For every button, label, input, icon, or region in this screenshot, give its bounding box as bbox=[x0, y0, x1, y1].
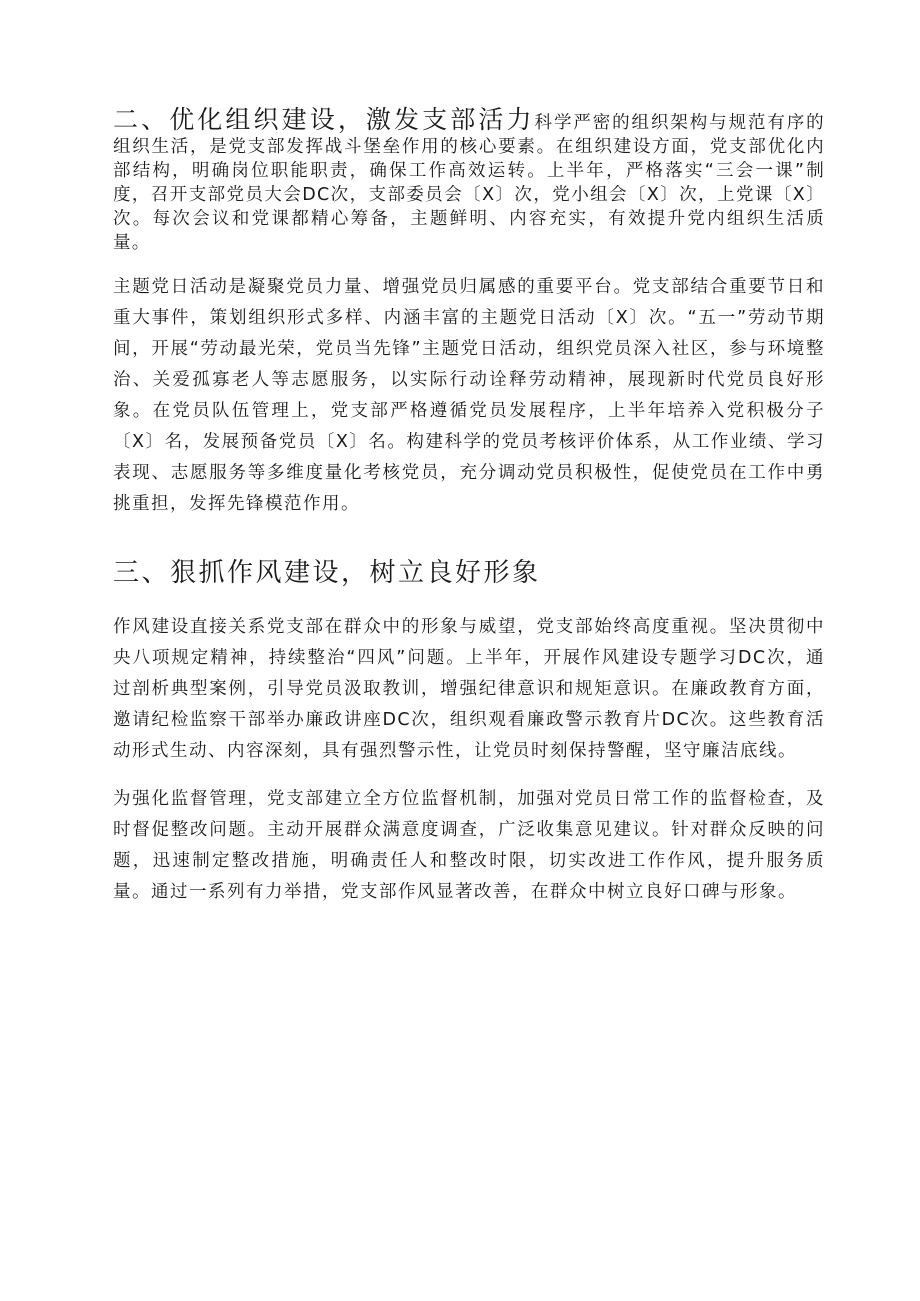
section2-first-paragraph bbox=[113, 105, 825, 255]
section3-paragraph-1: 作风建设直接关系党支部在群众中的形象与威望，党支部始终高度重视。坚决贯彻中央八项规定精神，持续整治“四风”问题。上半年，开展作风建设专题学习DC次，通过剖析典型案例，引导党员汲取教训，增强纪律意识和规矩意识。在廉政教育方面，邀请纪检监察干部举办廉政讲座DC次，组织观看廉政警示教育片DC次。这些教育活动形式生动、内容深刻，具有强烈警示性，让党员时刻保持警醒，坚守廉洁底线。 bbox=[113, 617, 825, 761]
section3-heading: 三、狠抓作风建设，树立良好形象 bbox=[113, 558, 541, 588]
section2-paragraph-2: 主题党日活动是凝聚党员力量、增强党员归属感的重要平台。党支部结合重要节日和重大事件，策划组织形式多样、内涵丰富的主题党日活动〔X〕次。“五一”劳动节期间，开展“劳动最光荣，党员当先锋”主题党日活动，组织党员深入社区，参与环境整治、关爱孤寡老人等志愿服务，以实际行动诠释劳动精神，展现新时代党员良好形象。在党员队伍管理上，党支部严格遵循党员发展程序，上半年培养入党积极分子〔X〕名，发展预备党员〔X〕名。构建科学的党员考核评价体系，从工作业绩、学习表现、志愿服务等多维度量化考核党员，充分调动党员积极性，促使党员在工作中勇挑重担，发挥先锋模范作用。 bbox=[113, 277, 825, 514]
section2-heading: 二、优化组织建设，激发支部活力 bbox=[113, 105, 535, 134]
section3-paragraph-2: 为强化监督管理，党支部建立全方位监督机制，加强对党员日常工作的监督检查，及时督促整改问题。主动开展群众满意度调查，广泛收集意见建议。针对群众反映的问题，迅速制定整改措施，明确责任人和整改时限，切实改进工作作风，提升服务质量。通过一系列有力举措，党支部作风显著改善，在群众中树立良好口碑与形象。 bbox=[113, 789, 825, 902]
document-page bbox=[113, 105, 825, 908]
section2-paragraph-1: 科学严密的组织架构与规范有序的组织生活，是党支部发挥战斗堡垒作用的核心要素。在组织建设方面，党支部优化内部结构，明确岗位职能职责，确保工作高效运转。上半年，严格落实“三会一课”制度，召开支部党员大会DC次，支部委员会〔X〕次，党小组会〔X〕次，上党课〔X〕次。每次会议和党课都精心筹备，主题鲜明、内容充实，有效提升党内组织生活质量。 bbox=[113, 113, 825, 253]
